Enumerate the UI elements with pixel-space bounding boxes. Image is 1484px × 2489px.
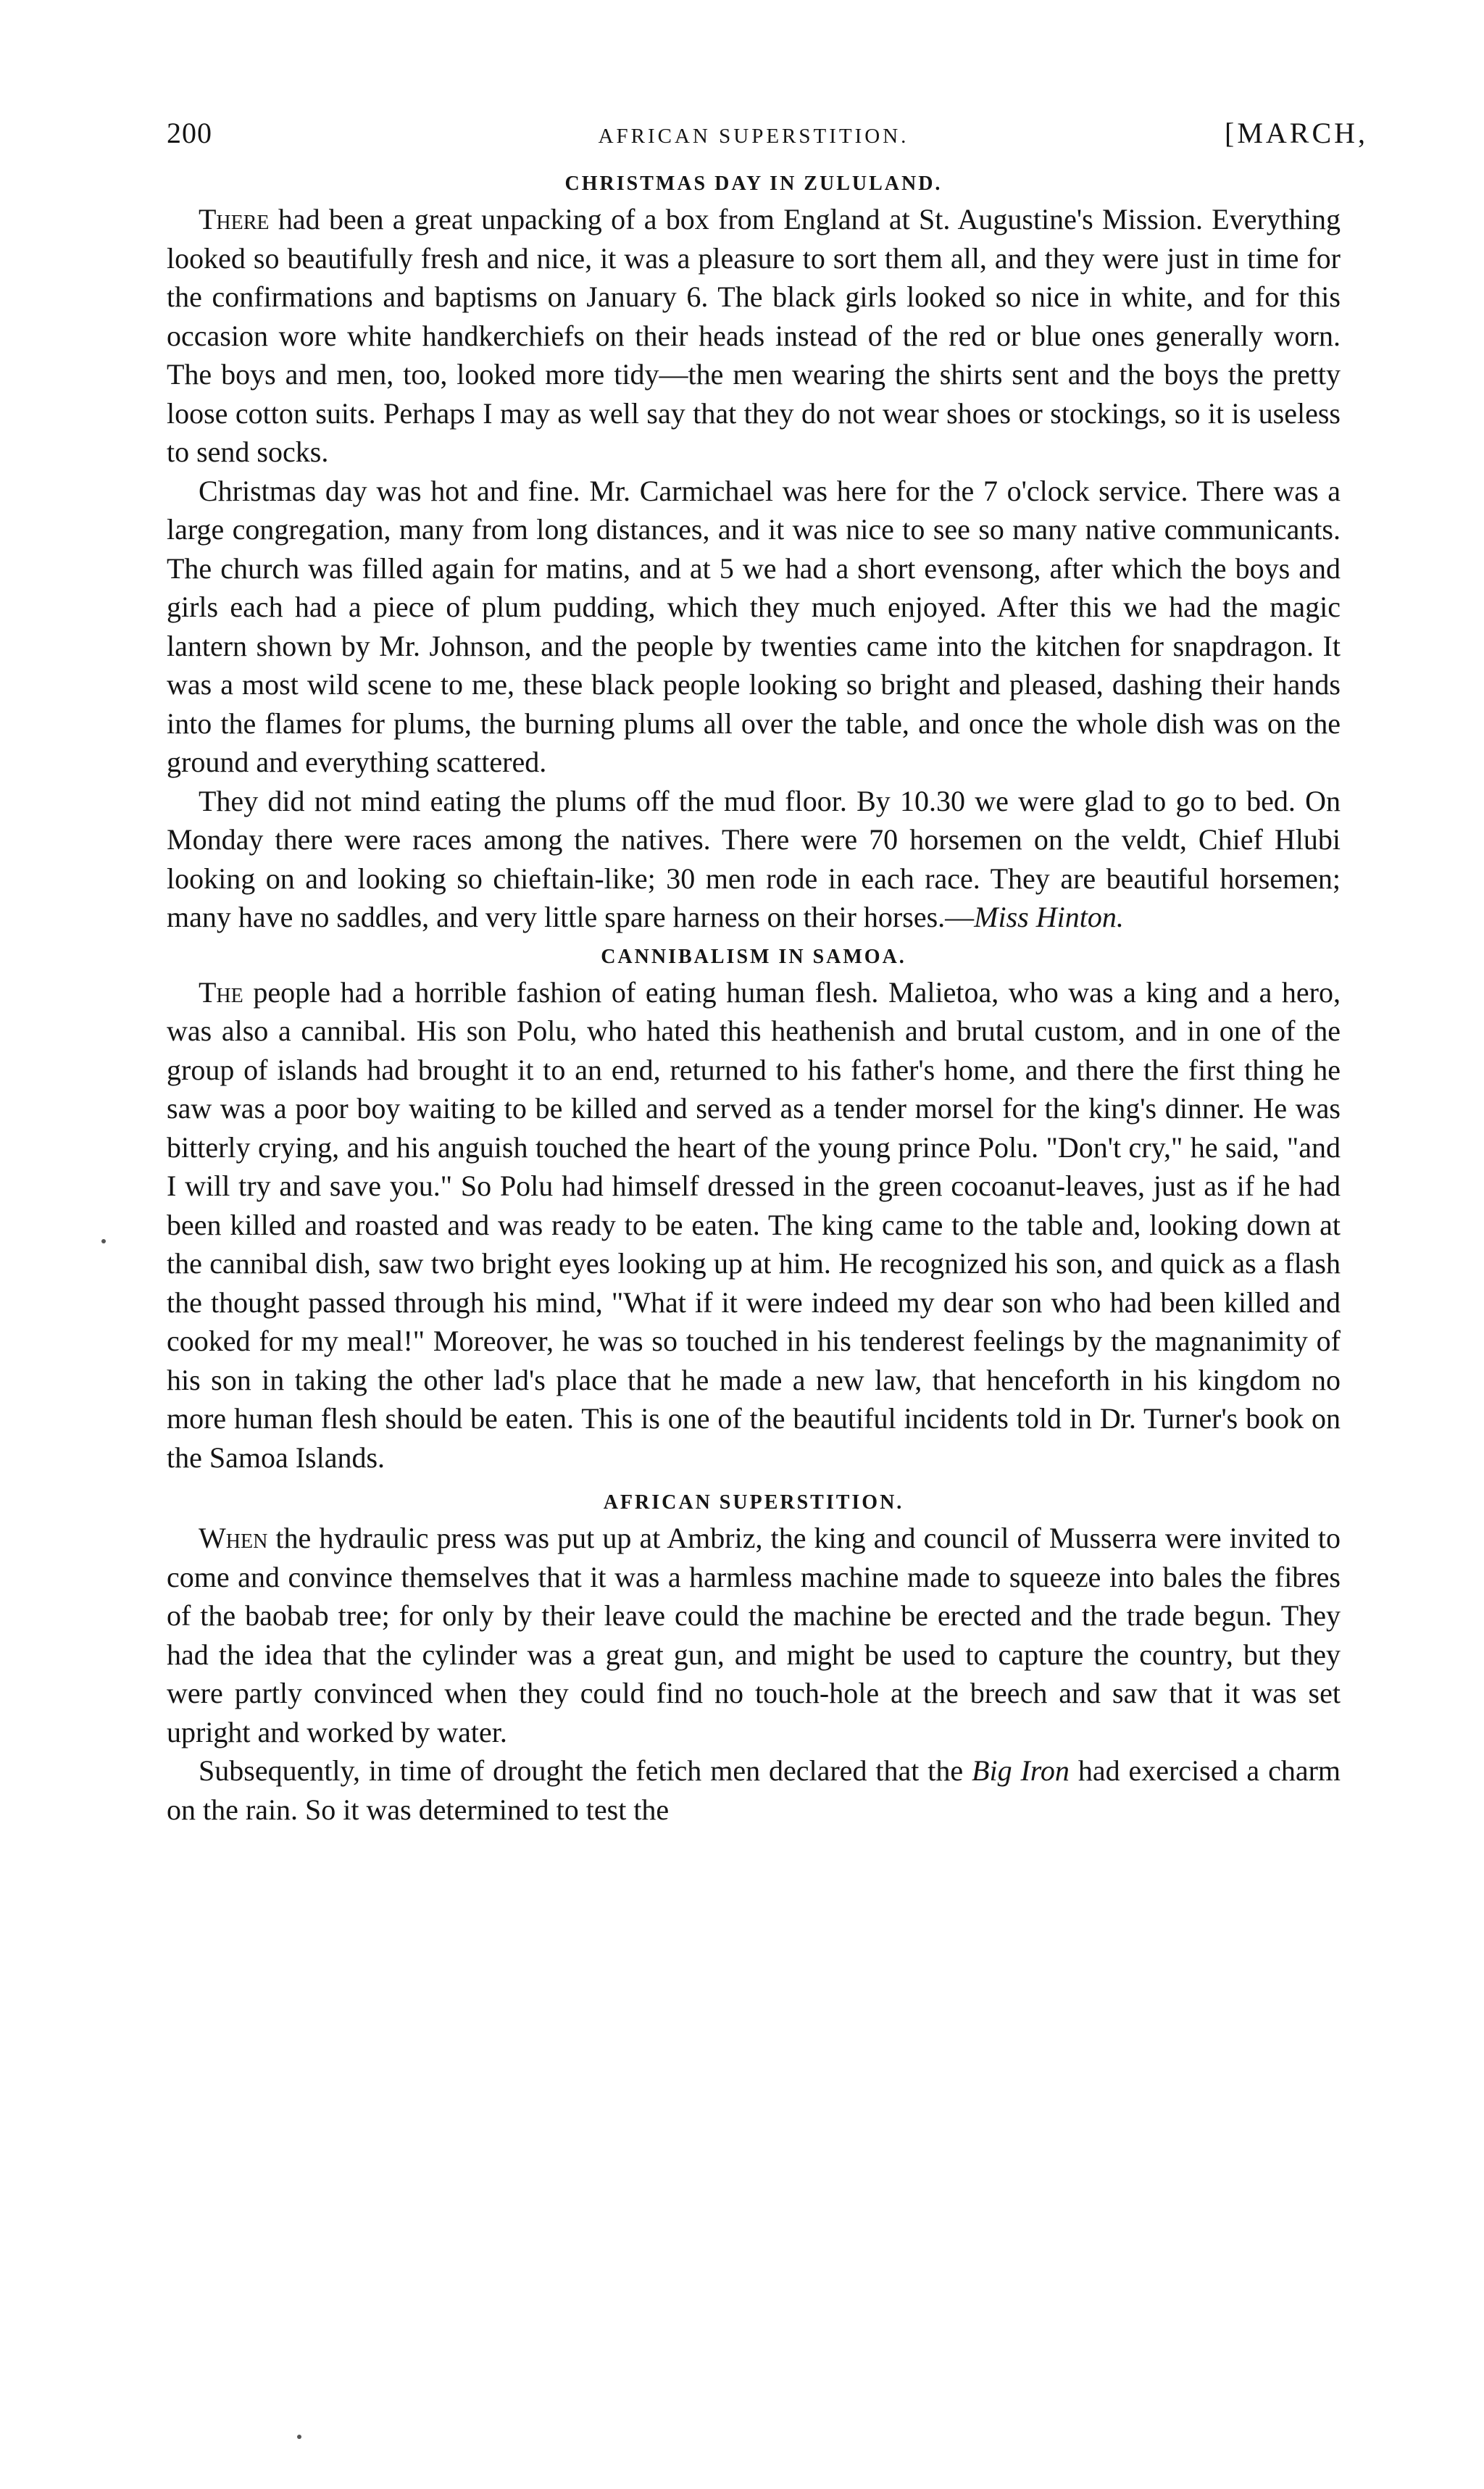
article-cannibalism-samoa: [167, 941, 1341, 1477]
margin-speck: [297, 2435, 301, 2439]
paragraph-text: Christmas day was hot and fine. Mr. Carmichael was here for the 7 o'clock service. There was a large congregation, many from long distances, and it was nice to see so many native communicants. The church was filled again for matins, and at 5 we had a short evensong, after which the boys and girls each had a piece of plum pudding, which they much enjoyed. After this we had the magic lantern shown by Mr. Johnson, and the people by twenties came into the kitchen for snapdragon. It was a most wild scene to me, these black people looking so bright and pleased, dashing their hands into the flames for plums, the burning plums all over the table, and once the whole dish was on the ground and everything scattered.: [167, 474, 1341, 778]
running-title: AFRICAN SUPERSTITION.: [598, 125, 909, 148]
paragraph-text-tail: had exercised a charm on the rain. So it was determined to test the: [167, 1754, 1341, 1826]
paragraph: [167, 472, 1341, 782]
running-month: [MARCH,: [1225, 117, 1369, 149]
page: [167, 116, 1369, 1829]
margin-speck: [101, 1239, 106, 1243]
paragraph-text: people had a horrible fashion of eating human flesh. Malietoa, who was a king and a hero, was also a cannibal. His son Polu, who hated this heathenish and brutal custom, and in one of the group of islands had brought it to an end, returned to his father's home, and there the first thing he saw was a poor boy waiting to be killed and served as a tender morsel for the king's dinner. He was bitterly crying, and his anguish touched the heart of the young prince Polu. "Don't cry," he said, "and I will try and save you." So Polu had himself dressed in the green cocoanut-leaves, just as if he had been killed and roasted and was ready to be eaten. The king came to the table and, looking down at the cannibal dish, saw two bright eyes looking up at him. He recognized his son, and quick as a flash the thought passed through his mind, "What if it were indeed my dear son who had been killed and cooked for my meal!" Moreover, he was so touched in his tenderest feelings by the magnanimity of his son in taking the other lad's place that he made a new law, that henceforth in his kingdom no more human flesh should be eaten. This is one of the beautiful incidents told in Dr. Turner's book on the Samoa Islands.: [167, 975, 1341, 1474]
paragraph-text: They did not mind eating the plums off the mud floor. By 10.30 we were glad to go to bed. On Monday there were races among the natives. There were 70 horsemen on the veldt, Chief Hlubi looking on and looking so chieftain-like; 30 men rode in each race. They are beautiful horsemen; many have no saddles, and very little spare harness on their horses.—: [167, 784, 1341, 933]
paragraph: [167, 1519, 1341, 1751]
paragraph: [167, 1751, 1341, 1829]
lead-word: When: [199, 1522, 268, 1554]
paragraph: [167, 973, 1341, 1477]
paragraph-text: Subsequently, in time of drought the fetich men declared that the: [199, 1754, 972, 1787]
paragraph-text: had been a great unpacking of a box from England at St. Augustine's Mission. Everything looked so beautifully fresh and nice, it was a pleasure to sort them all, and they were just in time for the confirmations and baptisms on January 6. The black girls looked so nice in white, and for this occasion wore white handkerchiefs on their heads instead of the red or blue ones generally worn. The boys and men, too, looked more tidy—the men wearing the shirts sent and the boys the pretty loose cotton suits. Perhaps I may as well say that they do not wear shoes or stockings, so it is useless to send socks.: [167, 203, 1341, 468]
page-number: 200: [167, 117, 212, 149]
running-head: [167, 116, 1369, 161]
paragraph-text: the hydraulic press was put up at Ambriz, the king and council of Musserra were invited to come and convince themselves that it was a harmless machine made to squeeze into bales the fibres of the baobab tree; for only by their leave could the machine be erected and the trade begun. They had the idea that the cylinder was a great gun, and might be used to capture the country, but they were partly convinced when they could find no touch-hole at the breech and saw that it was set upright and worked by water.: [167, 1522, 1341, 1748]
lead-word: The: [199, 975, 243, 1009]
section-heading: CANNIBALISM IN SAMOA.: [601, 945, 906, 968]
section-heading: AFRICAN SUPERSTITION.: [603, 1491, 904, 1514]
author-signature: Miss Hinton.: [974, 901, 1124, 933]
paragraph: [167, 200, 1341, 472]
lead-word: There: [199, 203, 270, 235]
section-heading: CHRISTMAS DAY IN ZULULAND.: [564, 172, 943, 195]
article-christmas-day: [167, 168, 1341, 937]
article-african-superstition: [167, 1487, 1341, 1829]
emphasis: Big Iron: [972, 1754, 1070, 1787]
paragraph: [167, 782, 1341, 937]
